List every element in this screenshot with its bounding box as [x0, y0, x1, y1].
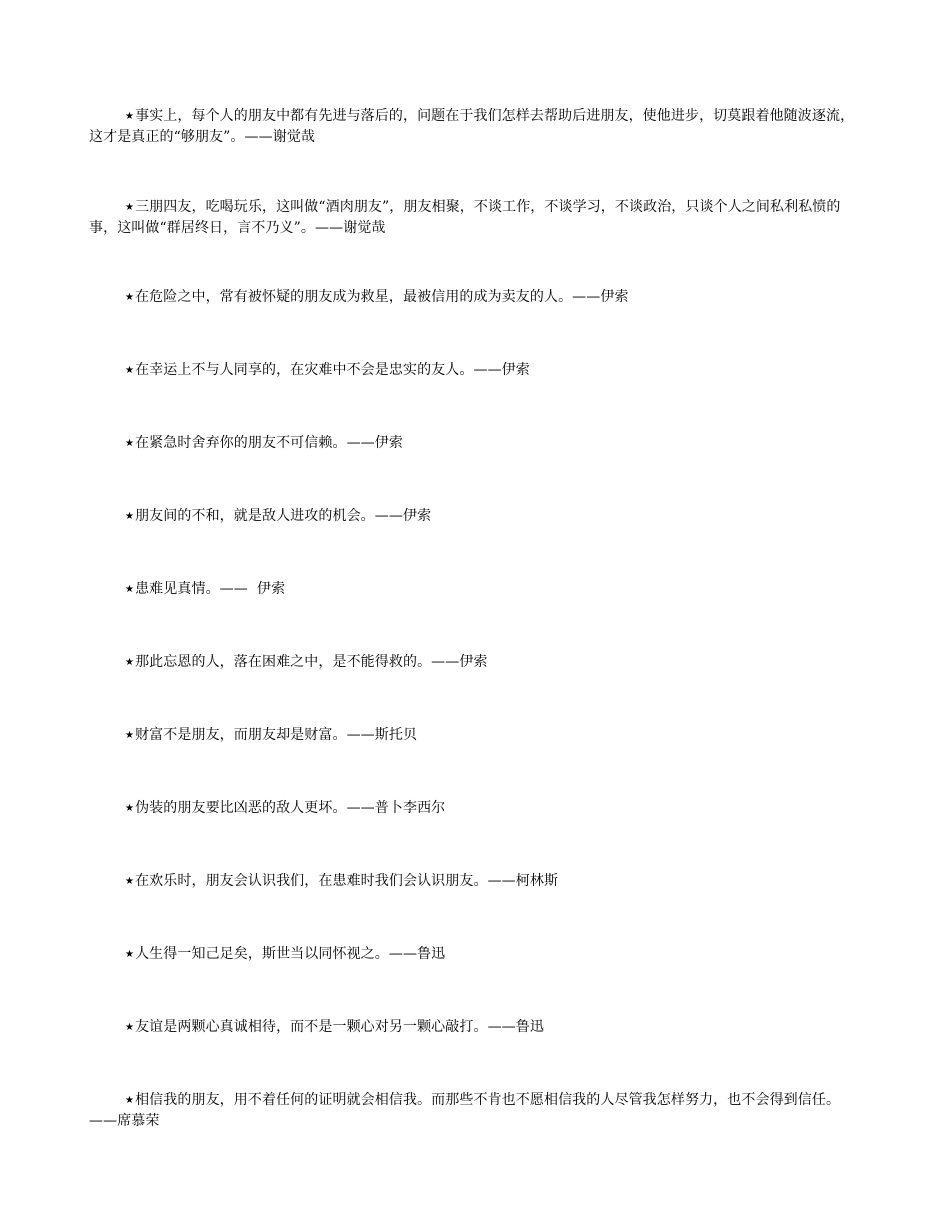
quote-text: 那此忘恩的人，落在困难之中，是不能得救的。——伊索 [135, 654, 488, 670]
quote-text: 三朋四友，吃喝玩乐，这叫做“酒肉朋友”，朋友相聚，不谈工作，不谈学习，不谈政治，只谈个人之间私利私愤的事，这叫做“群居终日，言不乃义”。——谢觉哉 [89, 199, 841, 236]
star-icon: ★ [125, 511, 135, 522]
star-icon: ★ [125, 1022, 135, 1033]
quote-paragraph [89, 1090, 863, 1131]
star-icon: ★ [125, 730, 135, 741]
quote-paragraph [89, 506, 863, 527]
quote-paragraph [89, 579, 863, 600]
quote-paragraph [89, 871, 863, 892]
star-icon: ★ [125, 292, 135, 303]
quote-text: 患难见真情。—— 伊索 [135, 581, 286, 597]
star-icon: ★ [125, 365, 135, 376]
quote-text: 朋友间的不和，就是敌人进攻的机会。——伊索 [135, 508, 432, 524]
star-icon: ★ [125, 111, 135, 122]
star-icon: ★ [125, 584, 135, 595]
quote-text: 相信我的朋友，用不着任何的证明就会相信我。而那些不肯也不愿相信我的人尽管我怎样努力，也不会得到信任。——席慕荣 [89, 1092, 841, 1129]
star-icon: ★ [125, 803, 135, 814]
quote-text: 财富不是朋友，而朋友却是财富。——斯托贝 [135, 727, 418, 743]
star-icon: ★ [125, 438, 135, 449]
quote-text: 在危险之中，常有被怀疑的朋友成为救星，最被信用的成为卖友的人。——伊索 [135, 289, 629, 305]
quote-paragraph [89, 433, 863, 454]
quote-text: 在幸运上不与人同享的，在灾难中不会是忠实的友人。——伊索 [135, 362, 530, 378]
star-icon: ★ [125, 1095, 135, 1106]
quote-paragraph [89, 106, 863, 147]
quote-paragraph [89, 725, 863, 746]
quote-paragraph [89, 944, 863, 965]
star-icon: ★ [125, 949, 135, 960]
quote-paragraph [89, 197, 863, 238]
quote-paragraph [89, 798, 863, 819]
quote-paragraph [89, 287, 863, 308]
quote-text: 事实上，每个人的朋友中都有先进与落后的，问题在于我们怎样去帮助后进朋友，使他进步，切莫跟着他随波逐流，这才是真正的“够朋友”。——谢觉哉 [89, 108, 855, 145]
star-icon: ★ [125, 202, 135, 213]
quote-text: 在紧急时舍弃你的朋友不可信赖。——伊索 [135, 435, 403, 451]
quote-paragraph [89, 1017, 863, 1038]
quote-text: 友谊是两颗心真诚相待，而不是一颗心对另一颗心敲打。——鲁迅 [135, 1019, 544, 1035]
quote-text: 伪装的朋友要比凶恶的敌人更坏。——普卜李西尔 [135, 800, 446, 816]
star-icon: ★ [125, 876, 135, 887]
quote-text: 在欢乐时，朋友会认识我们，在患难时我们会认识朋友。——柯林斯 [135, 873, 559, 889]
star-icon: ★ [125, 657, 135, 668]
quote-paragraph [89, 360, 863, 381]
quote-text: 人生得一知己足矣，斯世当以同怀视之。——鲁迅 [135, 946, 446, 962]
quote-paragraph [89, 652, 863, 673]
